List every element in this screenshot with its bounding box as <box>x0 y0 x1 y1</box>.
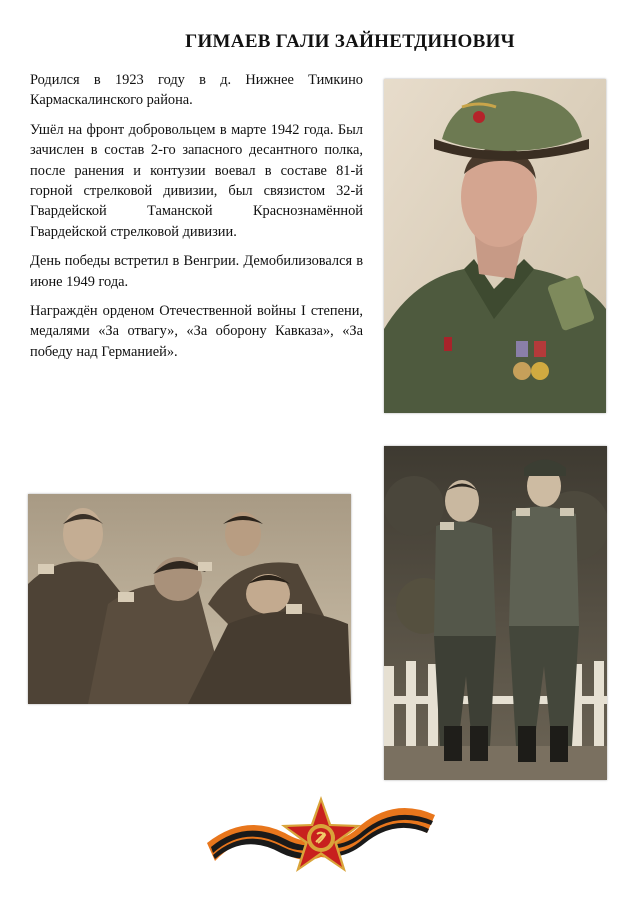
paragraph-service: Ушёл на фронт добровольцем в марте 1942 года. Был зачислен в состав 2-го запасного десантного полка, после ранения и контузии воевал в составе 81-й горной стрелковой дивизии, был связистом 32-й Гвардейской Таманской Краснознамённой Гвардейской стрелковой дивизии. <box>30 121 363 240</box>
paragraph-birth: Родился в 1923 году в д. Нижнее Тимкино Кармаскалинского района. <box>30 72 363 109</box>
group-photo <box>28 494 351 704</box>
order-star-icon <box>281 796 361 872</box>
portrait-photo <box>384 79 606 413</box>
pair-photo <box>384 446 607 780</box>
paragraph-victory: День победы встретил в Венгрии. Демобилизовался в июне 1949 года. <box>30 253 363 290</box>
biography-text <box>30 70 363 371</box>
page-title: ГИМАЕВ ГАЛИ ЗАЙНЕТДИНОВИЧ <box>185 31 515 52</box>
order-emblem <box>205 795 437 881</box>
paragraph-awards: Награждён орденом Отечественной войны I степени, медалями «За отвагу», «За оборону Кавказа», «За победу над Германией». <box>30 303 363 360</box>
